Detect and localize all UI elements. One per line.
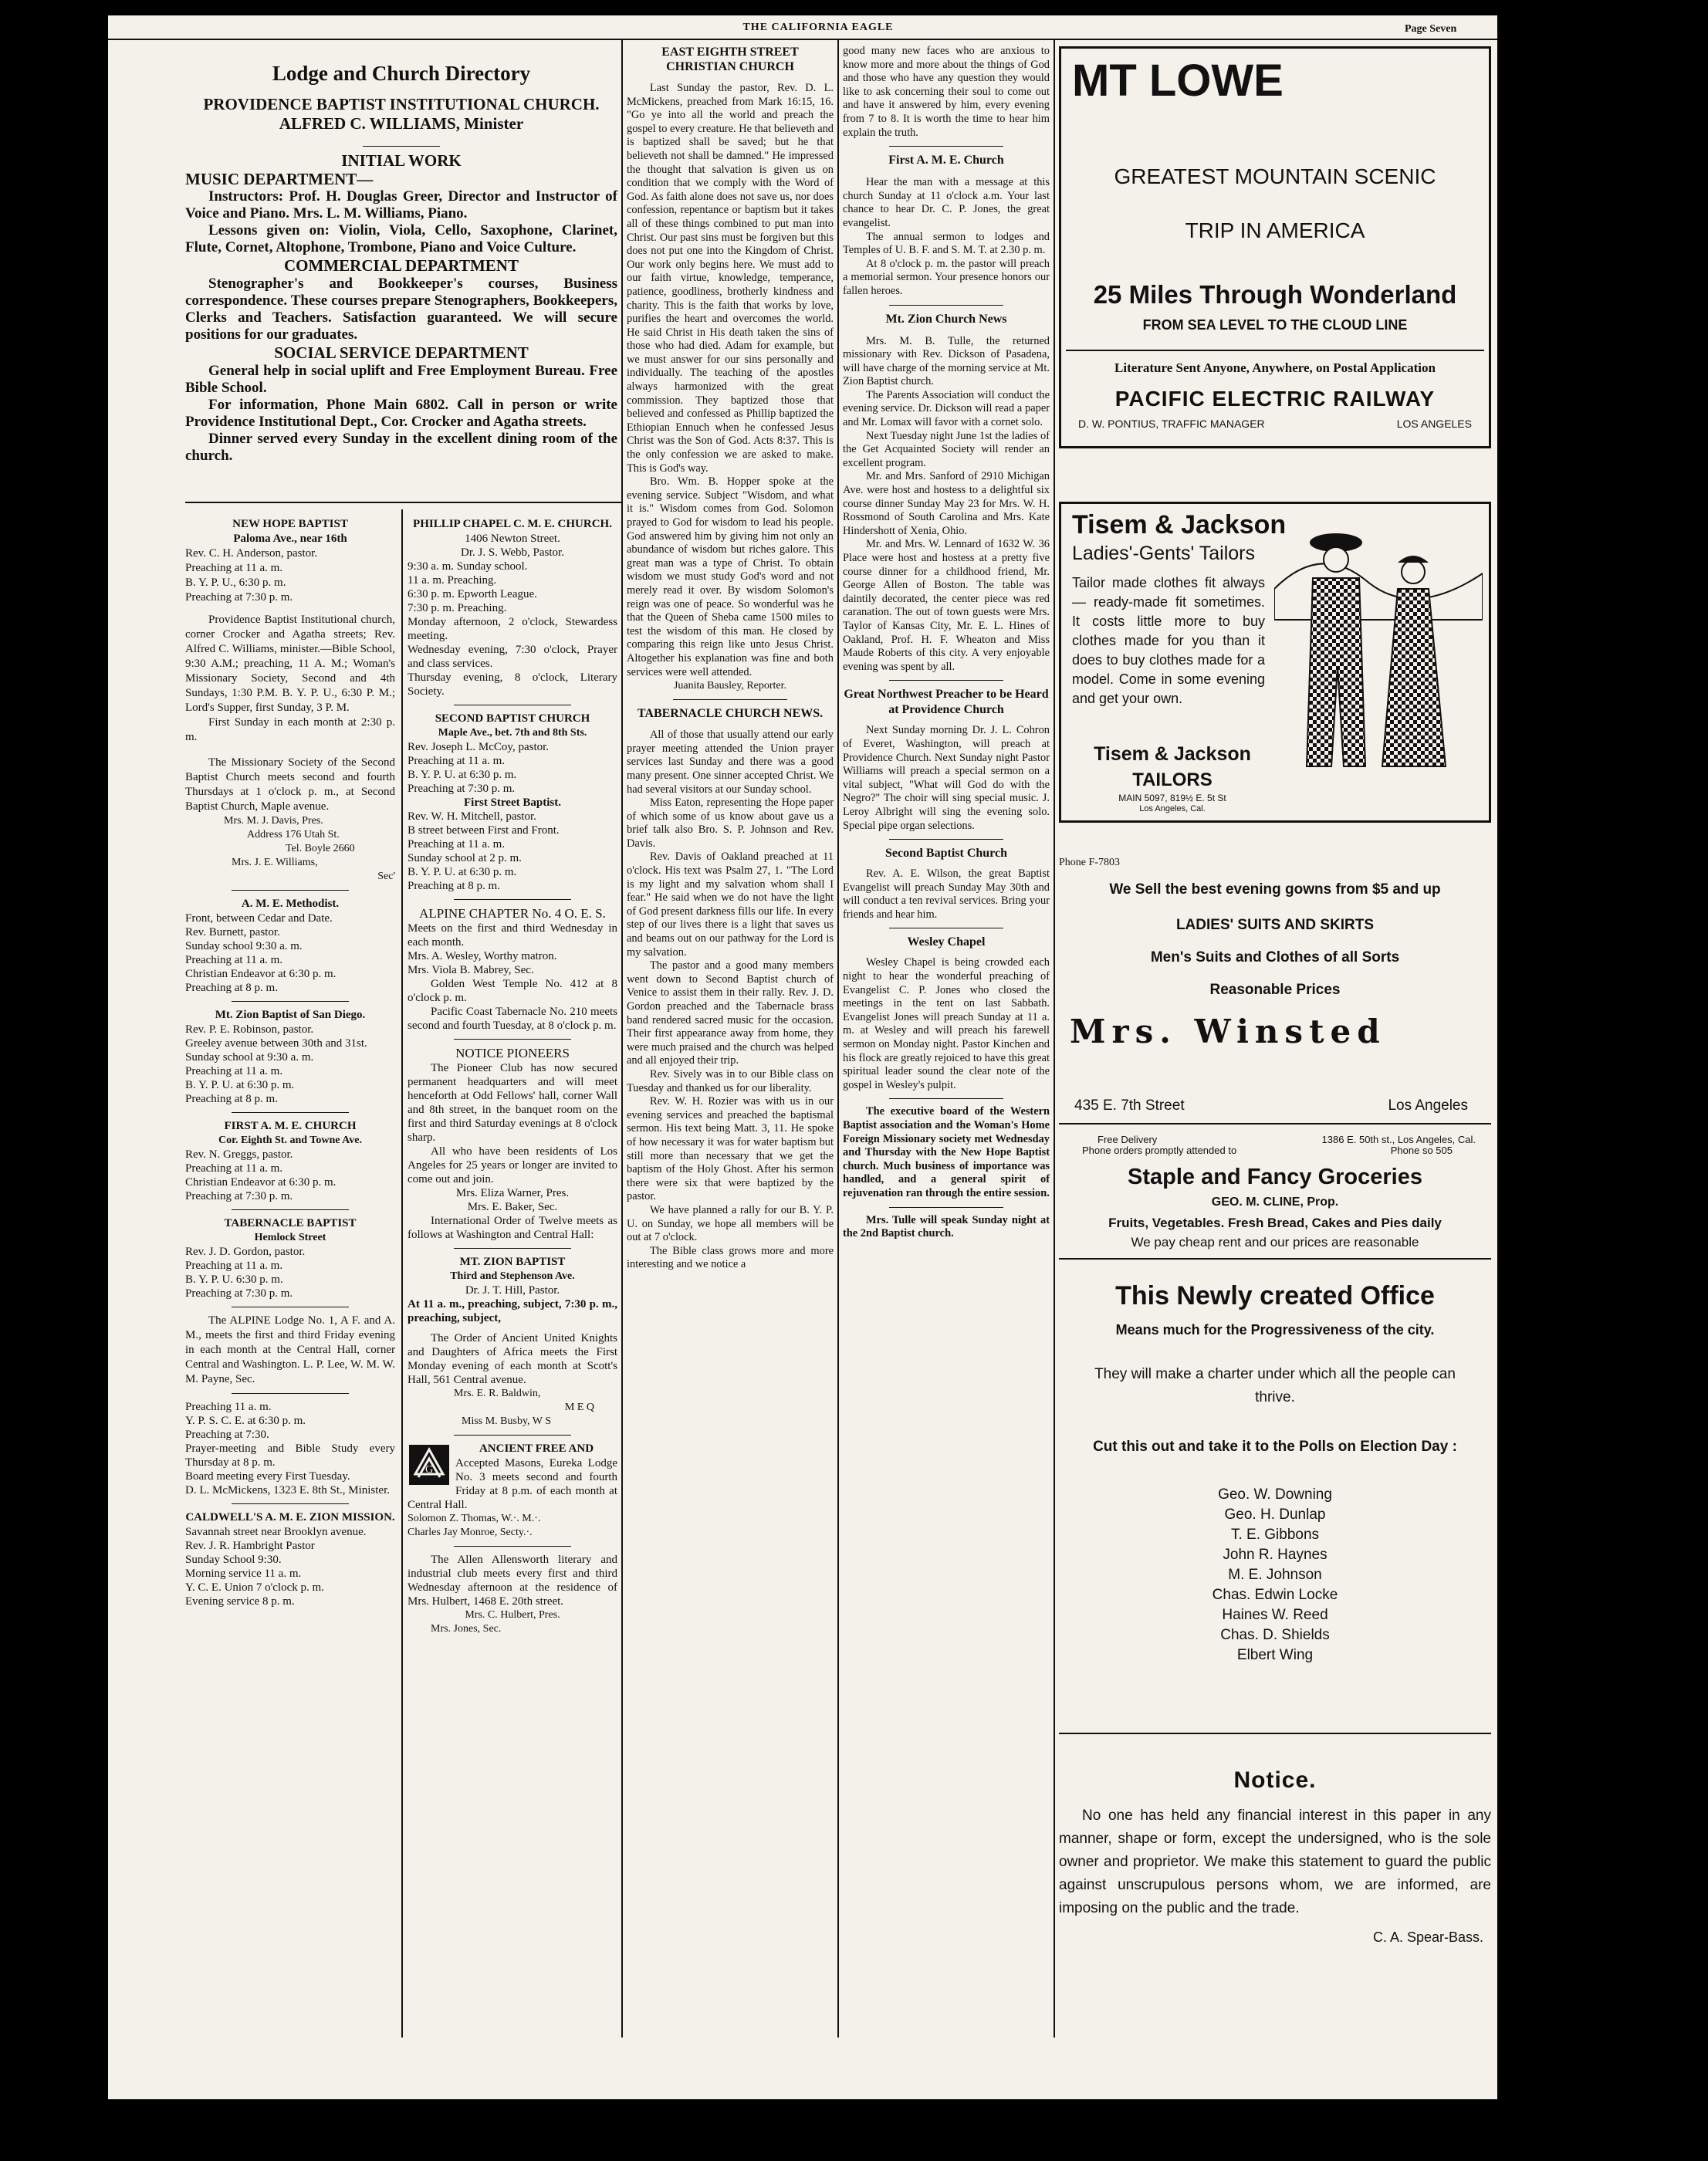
directory-title: Lodge and Church Directory xyxy=(272,62,531,85)
zion-news-z4: Mr. and Mrs. Sanford of 2910 Michigan Ave. were host and hostess to a delightful six course dinner Sunday May 23 for Mrs. W. H. Rossmond of South Carolina and Mrs. Kate Hindershott of Xenia, Ohio. xyxy=(843,470,1050,537)
office-p2: Cut this out and take it to the Polls on Election Day : xyxy=(1093,1439,1457,1455)
tab-news-p3: Rev. Davis of Oakland preached at 11 o'clock. His text was Psalm 27, 1. "The Lord is my light and my salvation whom shall I fear." He said when we do not have the light of God present darkness fills our life. In every step of our lives there is a light that saves us and beams out on our pathway for the Lord is my salvation. xyxy=(627,851,834,959)
first-ame-a3: At 8 o'clock p. m. the pastor will preach a memorial sermon. Your presence honors our fallen heroes. xyxy=(843,257,1050,297)
newhope-l1: Preaching at 11 a. m. xyxy=(185,562,283,574)
page-number: Page Seven xyxy=(1405,23,1457,35)
zion-news-z2: The Parents Association will conduct the evening service. Dr. Dickson will read a paper and Mr. Lomax will favor with a cornet solo. xyxy=(843,388,1050,429)
office-sub: Means much for the Progressiveness of the city. xyxy=(1115,1322,1435,1338)
phillip-name: PHILLIP CHAPEL C. M. E. CHURCH. xyxy=(413,518,612,530)
commercial-text: Stenographer's and Bookkeeper's courses, Business correspondence. These courses prepare Stenographers, Bookkeepers, Clerks and Teachers. Satisfaction guaranteed. We will secure positions for our graduates. xyxy=(185,276,617,343)
phillip-l4: 7:30 p. m. Preaching. xyxy=(408,602,507,614)
missionary-society: The Missionary Society of the Second Baptist Church meets second and fourth Thursdays at 1 o'clock p. m., at Second Baptist Church, Maple avenue. xyxy=(185,756,395,813)
first-sunday: First Sunday in each month at 2:30 p. m. xyxy=(185,716,395,743)
pioneers-s1: Mrs. Eliza Warner, Pres. xyxy=(455,1187,570,1199)
newhope-l3: Preaching at 7:30 p. m. xyxy=(185,591,293,604)
zion-pastor: Dr. J. T. Hill, Pastor. xyxy=(465,1284,560,1297)
wesley-w1: Wesley Chapel is being crowded each night to hear the wonderful preaching of Evangelist C. P. Jones who closed the meetings in the tent on last Sabbath. Evangelist Jones will preach Sunday at 11 a. m. at Wesley and will preach his farewell sermon on Monday night. Pastor Kinchen and his flock are greatly rejoiced to have this great spiritual leader sound the clear note of the gospel in Wesley's pulpit. xyxy=(843,956,1050,1091)
caldwell-l1: Savannah street near Brooklyn avenue. xyxy=(185,1526,367,1538)
col1-right xyxy=(408,517,617,1636)
tab-l2: Preaching at 11 a. m. xyxy=(185,1260,283,1272)
misc-l3: Preaching at 7:30. xyxy=(185,1429,269,1441)
winsted-l2: LADIES' SUITS AND SKIRTS xyxy=(1175,917,1375,933)
tisem-body: Tailor made clothes fit always — ready-made fit sometimes. It costs little more to buy clothes made for you than it does to buy clothes made for a model. Come in some evening and get your own. xyxy=(1072,575,1265,706)
zion-sd-name: Mt. Zion Baptist of San Diego. xyxy=(215,1009,366,1021)
zion-addr: Third and Stephenson Ave. xyxy=(450,1270,575,1282)
ame-l1: Front, between Cedar and Date. xyxy=(185,912,333,925)
lowe-title: MT LOWE xyxy=(1072,56,1284,106)
northwest-n1: Next Sunday morning Dr. J. L. Cohron of Everet, Washington, will preach at Providence Church. Next Sunday night Pastor Williams will preach a special sermon on a vital subject, "What will God do with the Negro?" The choir will sing special music. J. Leroy Albright will sing the evening solo. Special pipe organ selections. xyxy=(843,724,1050,832)
tab-news-p7: We have planned a rally for our B. Y. P. U. on Sunday, we hope all members will be out at 7 o'clock. xyxy=(627,1203,834,1244)
winsted-l1: We Sell the best evening gowns from $5 and up xyxy=(1109,881,1441,898)
phillip-l6: Wednesday evening, 7:30 o'clock, Prayer and class services. xyxy=(408,644,617,670)
svg-text:G: G xyxy=(424,1464,434,1476)
office-title: This Newly created Office xyxy=(1115,1281,1435,1310)
first-street-baptist: First Street Baptist. xyxy=(464,796,561,809)
ame-l6: Preaching at 8 p. m. xyxy=(185,982,278,994)
zion-sd-l5: B. Y. P. U. at 6:30 p. m. xyxy=(185,1079,295,1091)
col4-p0: good many new faces who are anxious to know more and more about the things of God and those who have any question they would like to ask concerning their soul to come out and have it answered by him, every evening from 7 to 8. It is worth the time to hear him explain the truth. xyxy=(843,45,1050,139)
misc-l6: D. L. McMickens, 1323 E. 8th St., Minister. xyxy=(185,1484,390,1496)
masons-s1: Solomon Z. Thomas, W.·. M.·. xyxy=(408,1513,541,1524)
tab-news-p1: All of those that usually attend our early prayer meeting attended the Union prayer services last Sunday and there was a good many present. One sinner accepted Christ. We had several visitors at our Sunday school. xyxy=(627,729,834,796)
wesley-title: Wesley Chapel xyxy=(907,935,986,949)
oes-l4: Golden West Temple No. 412 at 8 o'clock p. m. xyxy=(408,978,617,1004)
lowe-l7: D. W. PONTIUS, TRAFFIC MANAGER xyxy=(1078,418,1265,430)
second-l5: B street between First and Front. xyxy=(408,824,560,837)
phillip-pastor: Dr. J. S. Webb, Pastor. xyxy=(461,546,564,559)
social-text: General help in social uplift and Free Employment Bureau. Free Bible School. xyxy=(185,363,617,396)
candidate-name: M. E. Johnson xyxy=(1228,1567,1322,1583)
tab-l1: Rev. J. D. Gordon, pastor. xyxy=(185,1246,306,1258)
phillip-l3: 6:30 p. m. Epworth League. xyxy=(408,588,537,600)
second-l1: Preaching at 11 a. m. xyxy=(408,755,506,767)
winsted-ad xyxy=(1059,857,1491,1127)
tab-l4: Preaching at 7:30 p. m. xyxy=(185,1287,293,1300)
cline-l1: Free Delivery xyxy=(1098,1134,1158,1145)
tab-news-p8: The Bible class grows more and more interesting and we notice a xyxy=(627,1244,834,1271)
sig-2: Address 176 Utah St. xyxy=(247,829,340,840)
masons-p1: Accepted Masons, Eureka Lodge No. 3 meets second and fourth Friday at 8 p.m. of each month at Central Hall. xyxy=(408,1457,617,1511)
tisem-sub: Ladies'-Gents' Tailors xyxy=(1072,543,1255,564)
caldwell-name: CALDWELL'S A. M. E. ZION MISSION. xyxy=(185,1511,395,1524)
second-baptist-s1: Rev. A. E. Wilson, the great Baptist Evangelist will preach Sunday May 30th and will conduct a ten revival services. Bring your friends and hear him. xyxy=(843,867,1050,921)
first-ame-l1: Rev. N. Greggs, pastor. xyxy=(185,1148,293,1161)
lowe-l5: Literature Sent Anyone, Anywhere, on Postal Application xyxy=(1114,360,1436,375)
tab-addr: Hemlock Street xyxy=(254,1232,326,1243)
misc-l2: Y. P. S. C. E. at 6:30 p. m. xyxy=(185,1415,306,1427)
second-name: SECOND BAPTIST CHURCH xyxy=(435,712,590,725)
notice-ad xyxy=(1059,1767,1491,2014)
couple-illustration-icon xyxy=(1274,512,1483,774)
allen-p1: The Allen Allensworth literary and industrial club meets every first and third Wednesday afternoon at the residence of Mrs. Hulbert, 1468 E. 20th street. xyxy=(408,1554,617,1608)
pbic-name: PROVIDENCE BAPTIST INSTITUTIONAL CHURCH. xyxy=(203,95,600,113)
winsted-phone: Phone F-7803 xyxy=(1059,857,1120,868)
mt-lowe-ad xyxy=(1059,46,1491,448)
cline-l2: Phone orders promptly attended to xyxy=(1082,1145,1237,1156)
cline-r1: 1386 E. 50th st., Los Angeles, Cal. xyxy=(1321,1134,1476,1145)
phillip-l1: 9:30 a. m. Sunday school. xyxy=(408,560,528,573)
sig-3: Tel. Boyle 2660 xyxy=(286,843,355,854)
exec-board-e1: The executive board of the Western Baptist association and the Woman's Home Foreign Missionary society met Wednesday and Thursday with the New Hope Baptist church. Much business of importance was handled, and a general spirit of rejuvenation ran through the entire session. xyxy=(843,1105,1050,1199)
east-eighth-p2: Bro. Wm. B. Hopper spoke at the evening service. Subject "Wisdom, and what it is." Wisdom comes from God. Solomon prayed to God for wisdom to lead his people. God answered him by giving him not only an abundance of wisdom but riches galore. This great man was a type of Christ. To obtain wisdom we must study God's word and not merely read it over. By wisdom Solomon's reign was one of peace. So wonderful was he that the Queen of Sheba came 1500 miles to test the wisdom of this man. He closed by comparing this reign like unto Jesus Christ. Altogether his explanation was fine and both services were well attended. xyxy=(627,475,834,678)
zion-sd-l1: Rev. P. E. Robinson, pastor. xyxy=(185,1023,314,1036)
cline-l3: Fruits, Vegetables. Fresh Bread, Cakes and Pies daily xyxy=(1108,1216,1442,1230)
caldwell-l3: Sunday School 9:30. xyxy=(185,1554,282,1566)
tisem-name: Tisem & Jackson xyxy=(1094,743,1251,765)
northwest-title: Great Northwest Preacher to be Heard at Providence Church xyxy=(844,688,1049,717)
dinner-text: Dinner served every Sunday in the excellent dining room of the church. xyxy=(185,431,617,464)
misc-l5: Board meeting every First Tuesday. xyxy=(185,1470,350,1483)
zion-sd-l2: Greeley avenue between 30th and 31st. xyxy=(185,1037,367,1050)
alpine-oes-name: ALPINE CHAPTER No. 4 O. E. S. xyxy=(419,906,606,921)
masons-s2: Charles Jay Monroe, Secty.·. xyxy=(408,1527,533,1538)
misc-l4: Prayer-meeting and Bible Study every Thursday at 8 p. m. xyxy=(185,1442,395,1469)
oes-l5: Pacific Coast Tabernacle No. 210 meets second and fourth Tuesday, at 8 o'clock p. m. xyxy=(408,1006,617,1032)
ame-l3: Sunday school 9:30 a. m. xyxy=(185,940,303,952)
masons-title: ANCIENT FREE AND xyxy=(479,1442,594,1455)
pbic-minister: ALFRED C. WILLIAMS, Minister xyxy=(279,114,524,133)
phillip-l7: Thursday evening, 8 o'clock, Literary Society. xyxy=(408,671,617,698)
phillip-l5: Monday afternoon, 2 o'clock, Stewardess meeting. xyxy=(408,616,617,642)
second-l9: Preaching at 8 p. m. xyxy=(408,880,500,892)
winsted-name: Mrs. Winsted xyxy=(1070,1013,1386,1050)
caldwell-l2: Rev. J. R. Hambright Pastor xyxy=(185,1540,315,1552)
second-pastor: Rev. Joseph L. McCoy, pastor. xyxy=(408,741,550,753)
pbic-schedule: Providence Baptist Institutional church, corner Crocker and Agatha streets; Rev. Alfred C. Williams, minister.—Bible School, 9:30 A.M.; preaching, 11 A. M.; Woman's Missionary Society, Second and 4th Sundays, 1:30 P.M. B. Y. P. U., 6:30 P. M.; Lord's Supper, first Sunday, 3 P. M. xyxy=(185,614,395,714)
zion-news-z1: Mrs. M. B. Tulle, the returned missionary with Rev. Dickson of Pasadena, will have charge of the morning service at Mt. Zion Baptist church. xyxy=(843,334,1050,388)
office-ad xyxy=(1059,1281,1491,1737)
second-l8: B. Y. P. U. at 6:30 p. m. xyxy=(408,866,517,878)
tisem-city: Los Angeles, Cal. xyxy=(1139,804,1206,813)
ame-l2: Rev. Burnett, pastor. xyxy=(185,926,280,938)
ame-name: A. M. E. Methodist. xyxy=(241,898,340,910)
tab-news-p5: Rev. Sively was in to our Bible class on Tuesday and thanked us for our liberality. xyxy=(627,1067,834,1094)
zion-news-title: Mt. Zion Church News xyxy=(885,312,1007,326)
winsted-l3: Men's Suits and Clothes of all Sorts xyxy=(1150,949,1400,966)
candidate-list xyxy=(1059,1485,1491,1666)
candidate-name: Chas. Edwin Locke xyxy=(1212,1587,1338,1603)
candidate-name: Geo. H. Dunlap xyxy=(1224,1507,1326,1523)
second-l3: Preaching at 7:30 p. m. xyxy=(408,783,516,795)
second-l7: Sunday school at 2 p. m. xyxy=(408,852,522,864)
zion-s3: Miss M. Busby, W S xyxy=(462,1415,552,1427)
candidate-name: John R. Haynes xyxy=(1223,1547,1328,1563)
newspaper-page xyxy=(108,15,1497,2099)
tab-news-p6: Rev. W. H. Rozier was with us in our evening services and preached the baptismal sermon. His text being Matt. 3, 11. He spoke of how necessary it was for water baptism but still more than necessary that we get the baptism of the Holy Ghost. After his sermon there were six that were baptized by the pastor. xyxy=(627,1095,834,1203)
lowe-l1: GREATEST MOUNTAIN SCENIC xyxy=(1114,164,1436,188)
caldwell-l5: Y. C. E. Union 7 o'clock p. m. xyxy=(185,1581,324,1594)
col3 xyxy=(627,45,834,1272)
first-ame-name: FIRST A. M. E. CHURCH xyxy=(224,1120,357,1132)
zion-sd-l4: Preaching at 11 a. m. xyxy=(185,1065,283,1077)
phillip-addr: 1406 Newton Street. xyxy=(465,533,560,545)
first-ame-a1: Hear the man with a message at this church Sunday at 11 o'clock a.m. Your last chance to hear Dr. C. P. Jones, the great evangelist. xyxy=(843,176,1050,229)
pioneers-s2: Mrs. E. Baker, Sec. xyxy=(467,1201,558,1213)
allen-s2: Mrs. Jones, Sec. xyxy=(431,1623,502,1635)
office-p1: They will make a charter under which all the people can thrive. xyxy=(1094,1366,1456,1405)
first-ame-title: First A. M. E. Church xyxy=(888,154,1004,167)
tab-name: TABERNACLE BAPTIST xyxy=(224,1217,357,1229)
zion-s1: Mrs. E. R. Baldwin, xyxy=(454,1388,541,1399)
misc-l1: Preaching 11 a. m. xyxy=(185,1401,272,1413)
church-directory xyxy=(185,62,617,465)
second-l4: Rev. W. H. Mitchell, pastor. xyxy=(408,810,536,823)
pioneers-p3: International Order of Twelve meets as follows at Washington and Central Hall: xyxy=(408,1215,617,1241)
candidate-name: T. E. Gibbons xyxy=(1230,1527,1320,1543)
first-ame-l4: Preaching at 7:30 p. m. xyxy=(185,1190,293,1202)
first-ame-l2: Preaching at 11 a. m. xyxy=(185,1162,283,1175)
first-ame-a2: The annual sermon to lodges and Temples of U. B. F. and S. M. T. at 2.30 p. m. xyxy=(843,230,1050,257)
lowe-l8: LOS ANGELES xyxy=(1396,418,1472,430)
caldwell-l4: Morning service 11 a. m. xyxy=(185,1567,302,1580)
col4 xyxy=(843,45,1050,1241)
cline-ad xyxy=(1059,1131,1491,1254)
lowe-l4: FROM SEA LEVEL TO THE CLOUD LINE xyxy=(1142,317,1408,333)
second-baptist-title: Second Baptist Church xyxy=(885,847,1007,861)
cline-title: Staple and Fancy Groceries xyxy=(1128,1165,1422,1189)
oes-l1: Meets on the first and third Wednesday in each month. xyxy=(408,922,617,949)
newhope-addr: Paloma Ave., near 16th xyxy=(233,533,347,545)
east-eighth-p1: Last Sunday the pastor, Rev. D. L. McMickens, preached from Mark 16:15, 16. "Go ye into all the world and preach the gospel to every creature. He that believeth and is baptized shall be saved; but he that believeth not shall be damned." He impressed the thought that salvation is given us on condition that we comply with the Word of God. As faith alone does not save us, nor does confession, repentance or baptism but it takes all of these things combined to put man into Christ. Our past sins must be forgiven but this does not put one into the Kingdom of Christ. Our work only begins here. We must add to our faith virtue, knowledge, temperance, patience, goodliness, brotherly kindness and charity. This is the faith that works by love, purifies the heart and overcomes the world. He said Christ in His death taken the sins of those who had died. Adam for example, but we must answer for our sins personally and individually. The teaching of the apostles always harmonized with the great commission. They baptized those that believed and confessed as Phillip baptized the Ethiopian Ennuch when he confessed Jesus Christ was the Son of God. Acts 8:37. This is the only confession we are asked to make. This is God's way. xyxy=(627,82,834,475)
music-instructors: Instructors: Prof. H. Douglas Greer, Director and Instructor of Voice and Piano. Mrs. L. M. Williams, Piano. xyxy=(185,188,617,222)
candidate-name: Chas. D. Shields xyxy=(1220,1627,1330,1643)
zion-s2: M E Q xyxy=(564,1402,594,1413)
notice-signature: C. A. Spear-Bass. xyxy=(1372,1929,1483,1945)
social-heading: SOCIAL SERVICE DEPARTMENT xyxy=(274,343,529,362)
cline-l4: We pay cheap rent and our prices are reasonable xyxy=(1131,1235,1419,1250)
winsted-city: Los Angeles xyxy=(1388,1097,1468,1114)
newhope-pastor: Rev. C. H. Anderson, pastor. xyxy=(185,547,318,560)
tulle-e2: Mrs. Tulle will speak Sunday night at the 2nd Baptist church. xyxy=(843,1213,1050,1240)
masthead: THE CALIFORNIA EAGLE xyxy=(742,22,894,33)
second-l6: Preaching at 11 a. m. xyxy=(408,838,506,851)
east-eighth-title: EAST EIGHTH STREET CHRISTIAN CHURCH xyxy=(661,46,799,73)
notice-body: No one has held any financial interest in this paper in any manner, shape or form, except the undersigned, who is the sole owner and proprietor. We make this statement to guard the public against unscrupulous persons whom, we are informed, are imposing on the public and the trade. xyxy=(1059,1808,1491,1916)
lowe-l6: PACIFIC ELECTRIC RAILWAY xyxy=(1114,387,1436,411)
oes-l3: Mrs. Viola B. Mabrey, Sec. xyxy=(408,964,534,976)
phillip-l2: 11 a. m. Preaching. xyxy=(408,574,497,587)
first-ame-addr: Cor. Eighth St. and Towne Ave. xyxy=(218,1135,362,1146)
zion-news-z5: Mr. and Mrs. W. Lennard of 1632 W. 36 Place were host and hostess at a pretty five course dinner for a childhood friend, Mr. George Allen of Boston. The table was daintily decorated, the center piece was red caranation. The out of town guests were Mrs. Taylor of Kansas City, Mr. E. L. Hines of Oakland, Prof. H. F. Wheaton and Miss Maude Roberts of this city. A very enjoyable evening was spent by all. xyxy=(843,538,1050,673)
tisem-title: Tisem & Jackson xyxy=(1072,510,1287,539)
cline-prop: GEO. M. CLINE, Prop. xyxy=(1211,1195,1339,1209)
tisem-jackson-ad xyxy=(1059,502,1491,823)
zion-p1: The Order of Ancient United Knights and Daughters of Africa meets the First Monday evening of each month at Scott's Hall, 561 Central avenue. xyxy=(408,1332,617,1386)
newhope-name: NEW HOPE BAPTIST xyxy=(232,518,348,530)
zion-sd-l3: Sunday school at 9:30 a. m. xyxy=(185,1051,314,1064)
caldwell-l6: Evening service 8 p. m. xyxy=(185,1595,295,1608)
music-lessons: Lessons given on: Violin, Viola, Cello, Saxophone, Clarinet, Flute, Cornet, Altophone, Trombone, Piano and Voice Culture. xyxy=(185,222,617,255)
ads-column xyxy=(1059,46,1491,1945)
zion-sd-l6: Preaching at 8 p. m. xyxy=(185,1093,278,1105)
winsted-addr: 435 E. 7th Street xyxy=(1074,1097,1185,1114)
candidate-name: Elbert Wing xyxy=(1236,1647,1314,1663)
lowe-l2: TRIP IN AMERICA xyxy=(1185,218,1365,242)
masonic-emblem-icon xyxy=(408,1443,451,1486)
tabernacle-news-title: TABERNACLE CHURCH NEWS. xyxy=(637,707,824,721)
allen-s1: Mrs. C. Hulbert, Pres. xyxy=(465,1609,560,1621)
music-heading: MUSIC DEPARTMENT— xyxy=(185,170,374,188)
candidate-name: Haines W. Reed xyxy=(1222,1607,1328,1623)
tisem-tailors: TAILORS xyxy=(1132,769,1213,790)
commercial-heading: COMMERCIAL DEPARTMENT xyxy=(284,256,519,275)
col1-left xyxy=(185,517,395,1608)
info-text: For information, Phone Main 6802. Call in person or write Providence Institutional Dept., Cor. Crocker and Agatha streets. xyxy=(185,397,617,430)
oes-l2: Mrs. A. Wesley, Worthy matron. xyxy=(408,950,557,962)
tab-news-p2: Miss Eaton, representing the Hope paper of which some of us know about gave us a brief talk also Bro. S. P. Johnson and Rev. Davis. xyxy=(627,796,834,850)
pioneers-p1: The Pioneer Club has now secured permanent headquarters and will meet henceforth at Odd Fellows' hall, corner Wall and 8th street, in the banquet room on the first and third Saturday evenings at 8 o'clock sharp. xyxy=(408,1062,617,1144)
ame-l5: Christian Endeavor at 6:30 p. m. xyxy=(185,968,337,980)
pioneers-p2: All who have been residents of Los Angeles for 25 years or longer are invited to come out and join. xyxy=(408,1145,617,1185)
tisem-addr: MAIN 5097, 819½ E. 5t St xyxy=(1118,793,1226,803)
newhope-l2: B. Y. P. U., 6:30 p. m. xyxy=(185,577,286,589)
zion-name: MT. ZION BAPTIST xyxy=(459,1256,566,1268)
first-ame-l3: Christian Endeavor at 6:30 p. m. xyxy=(185,1176,337,1189)
second-l2: B. Y. P. U. at 6:30 p. m. xyxy=(408,769,517,781)
second-addr: Maple Ave., bet. 7th and 8th Sts. xyxy=(438,727,587,739)
tab-l3: B. Y. P. U. 6:30 p. m. xyxy=(185,1273,283,1286)
cline-r2: Phone so 505 xyxy=(1390,1145,1453,1156)
sig-1: Mrs. M. J. Davis, Pres. xyxy=(224,815,323,827)
sig-5: Sec' xyxy=(377,871,395,882)
alpine-lodge: The ALPINE Lodge No. 1, A F. and A. M., meets the first and third Friday evening in each month at the Central Hall, corner Central and Washington. L. P. Lee, W. M. W. M. Payne, Sec. xyxy=(185,1314,395,1385)
winsted-l4: Reasonable Prices xyxy=(1209,982,1341,998)
tab-news-p4: The pastor and a good many members went down to Second Baptist church of Venice to assist them in their rally. Rev. J. D. Gordon preached and the Tabernacle brass band rendered sacred music for the occasion. Their first appearance away from home, they were much praised and the church was helped and all enjoyed their trip. xyxy=(627,959,834,1067)
zion-news-z3: Next Tuesday night June 1st the ladies of the Get Acquainted Society will render an excellent program. xyxy=(843,429,1050,469)
ame-l4: Preaching at 11 a. m. xyxy=(185,954,283,966)
notice-title: Notice. xyxy=(1233,1767,1317,1793)
lowe-l3: 25 Miles Through Wonderland xyxy=(1093,280,1457,309)
zion-l1: At 11 a. m., preaching, subject, 7:30 p. m., preaching, subject, xyxy=(408,1298,617,1324)
candidate-name: Geo. W. Downing xyxy=(1218,1486,1332,1503)
sig-4: Mrs. J. E. Williams, xyxy=(232,857,318,868)
initial-work: INITIAL WORK xyxy=(341,151,462,170)
reporter: Juanita Bausley, Reporter. xyxy=(673,680,787,692)
pioneers-title: NOTICE PIONEERS xyxy=(455,1046,570,1060)
